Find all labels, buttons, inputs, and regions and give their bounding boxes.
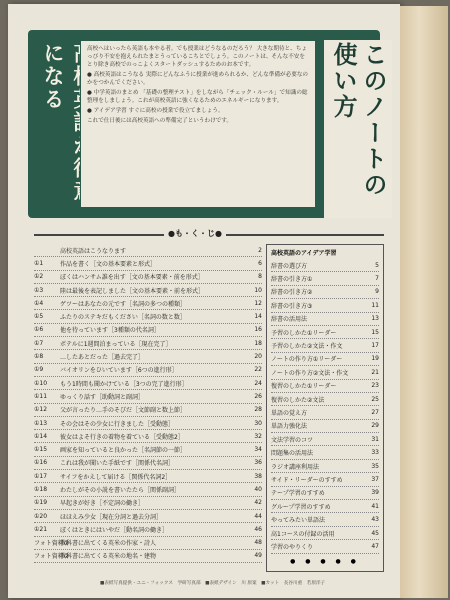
contents-row-title: わたしがその小説を書いたたら［関係副詞］: [60, 486, 181, 494]
contents-row: [34, 310, 262, 323]
contents-row-pg: 20: [254, 353, 262, 361]
contents-row: [34, 483, 262, 496]
idea-row-title: 復習のしかた②文法: [271, 396, 325, 404]
intro-paragraph: 高校へはいったら英語も本やる者。でも授業はどうなるのだろう？ 大きな期待と、ちょっぴり不安を抱えられたまとうっているこちとでしょう。このノートは、そんな不安をとり除き高校でのっこよくスタートダッシュするためのお本です。: [87, 46, 307, 68]
contents-row: [34, 404, 262, 417]
contents-row-title: 画家を知っていると良かった［名詞節の一節］: [60, 447, 187, 455]
contents-row-no: ①4: [34, 299, 44, 307]
header-banner: [28, 30, 387, 218]
idea-row: [271, 313, 379, 326]
idea-row-pg: 45: [371, 529, 379, 537]
intro-paragraph: これで仕日後には高校英語への準備完了というわけです。: [87, 118, 232, 124]
contents-row-pg: 49: [254, 552, 262, 560]
contents-row-no: ①6: [34, 326, 44, 334]
contents-row-pg: 34: [254, 446, 262, 454]
contents-row-title: 早起きが好き［不定詞の働き］: [60, 500, 145, 508]
idea-row: [271, 259, 379, 272]
contents-row: [34, 443, 262, 456]
idea-row-pg: 37: [371, 475, 379, 483]
contents-row-title: ゲツーはあなたの元です［名詞の多つの種類］: [60, 300, 186, 308]
banner-left-title: になる: [41, 42, 65, 111]
idea-row: [271, 433, 379, 446]
idea-row-title: 辞書の引き方②: [271, 289, 313, 297]
contents-row: [34, 390, 262, 403]
contents-row-no: フォト資料②: [34, 553, 70, 561]
contents-row-no: ①11: [34, 392, 48, 400]
contents-row-pg: 22: [254, 366, 262, 374]
idea-row: [271, 339, 379, 352]
idea-row: [271, 406, 379, 419]
contents-row-pg: 26: [254, 392, 262, 400]
contents-row-no: ①12: [34, 406, 48, 414]
contents-row-title: 父が言ったり…手のそびだ［文節副と数上節］: [60, 407, 187, 415]
idea-row: [271, 286, 379, 299]
intro-paragraph: ● 高校英語はこうなる 実際にどんなふうに授業が進められるか、どんな準備が必要なのかをつかんでください。: [87, 71, 309, 87]
contents-row-pg: 2: [258, 246, 262, 254]
contents-row-no: ①14: [34, 432, 48, 440]
contents-row-no: ①5: [34, 313, 44, 321]
contents-row-no: ①8: [34, 353, 44, 361]
contents-row: [34, 284, 262, 297]
idea-row-pg: 23: [371, 382, 379, 390]
idea-row-pg: 43: [371, 516, 379, 524]
idea-row-title: 辞書の引き方①: [271, 276, 313, 284]
idea-row: [271, 326, 379, 339]
idea-row-title: 辞書の選び方: [271, 262, 308, 270]
idea-row-title: 復習のしかた①リーダー: [271, 383, 337, 391]
idea-row-pg: 17: [371, 342, 379, 350]
idea-row-pg: 21: [371, 368, 379, 376]
contents-row-no: ①16: [34, 459, 48, 467]
contents-row-title: サイフをかえして届ける［関係代名詞2］: [60, 473, 172, 481]
idea-row-pg: 39: [371, 489, 379, 497]
contents-row-pg: 14: [254, 313, 262, 321]
contents-row: [34, 470, 262, 483]
contents-row: [34, 417, 262, 430]
contents-row: [34, 497, 262, 510]
contents-row-no: ①13: [34, 419, 48, 427]
idea-row: [271, 527, 379, 540]
contents-row-no: ①3: [34, 286, 44, 294]
contents-row-title: ぼくはハンサム誰を出す［文の基本要素・前を形式］: [60, 274, 204, 282]
contents-row-no: ①19: [34, 499, 48, 507]
idea-row-title: ラジオ講座利用法: [271, 463, 320, 471]
contents-row-title: バイオリンをひいています［6つの進行形］: [60, 367, 178, 375]
idea-row-title: 問題集の活用法: [271, 450, 314, 458]
contents-row: [34, 257, 262, 270]
contents-row-title: ボテルに1週間泊まっている［現在完了］: [60, 340, 172, 348]
contents-row-title: 他を待っています［3種類の代名詞］: [60, 327, 160, 335]
idea-row: [271, 473, 379, 486]
contents-row-pg: 42: [254, 499, 262, 507]
idea-row-title: 単語力強化法: [271, 423, 308, 431]
contents-row-pg: 10: [254, 286, 262, 294]
contents-row: [34, 550, 262, 563]
idea-row-title: 文法学習のコツ: [271, 436, 314, 444]
idea-row-title: グループ学習のすすめ: [271, 503, 331, 511]
idea-row-title: ノートの作り方②文法・作文: [271, 369, 349, 377]
contents-row-title: これは我が聞いた手紙です［関係代名詞］: [60, 460, 175, 468]
contents-row-pg: 30: [254, 419, 262, 427]
contents-row-title: 彼女はよそ行きの着物を着ている［受動態2］: [60, 433, 184, 441]
contents-row-pg: 28: [254, 406, 262, 414]
contents-row: [34, 537, 262, 550]
contents-row-no: ①18: [34, 485, 48, 493]
contents-row-no: ①17: [34, 472, 48, 480]
intro-paragraph: ● 中学英語のまとめ 「基礎の整理テスト」をしながら「チェック・ルール」で知識の総整理をしましょう。これが高校英語に強くなるためのエネルギーになります。: [87, 89, 309, 105]
contents-row-no: ①20: [34, 512, 48, 520]
idea-row: [271, 500, 379, 513]
contents-row-pg: 8: [258, 273, 262, 281]
contents-row: [34, 510, 262, 523]
idea-row-title: 単語の覚え方: [271, 409, 308, 417]
contents-row: [34, 457, 262, 470]
contents-row: [34, 523, 262, 536]
contents-row-title: ほほえみ少女［現在分詞と過去分詞］: [60, 513, 163, 521]
idea-row-title: 学習のやりくり: [271, 543, 314, 551]
idea-row-pg: 25: [371, 395, 379, 403]
banner-right-title: このノートの使い方: [324, 40, 392, 218]
contents-row-title: その会はその少女に行きました［受動態］: [60, 420, 175, 428]
contents-row-title: …したあとだった［過去完了］: [60, 354, 145, 362]
contents-row-pg: 12: [254, 299, 262, 307]
contents-title: ●も・く・じ●: [164, 228, 226, 239]
intro-text-box: [80, 40, 316, 208]
idea-row: [271, 513, 379, 526]
idea-row: [271, 380, 379, 393]
contents-row-title: ゆっくり話す［助動詞と副詞］: [60, 393, 144, 401]
idea-row-title: やってみたい単語法: [271, 517, 326, 525]
idea-row-pg: 19: [371, 355, 379, 363]
idea-row-title: サイド・リーダーのすすめ: [271, 476, 343, 484]
idea-row-title: 辞書の引き方③: [271, 302, 313, 310]
idea-row-pg: 7: [375, 275, 379, 283]
contents-row-no: ①10: [34, 379, 48, 387]
contents-row-title: 教科書に出てくる英米の地名・建物: [60, 553, 157, 561]
idea-row-pg: 35: [371, 462, 379, 470]
idea-row-pg: 47: [371, 542, 379, 550]
idea-row-title: 予習のしかた①リーダー: [271, 329, 337, 337]
idea-row-title: テープ学習のすすめ: [271, 490, 325, 498]
idea-row-pg: 5: [375, 261, 379, 269]
idea-row-title: 高1コースの付録の活用: [271, 530, 335, 538]
contents-row-pg: 38: [254, 472, 262, 480]
right-column-title: 高校英語のアイデア学習: [271, 250, 337, 257]
idea-row: [271, 540, 379, 553]
idea-row: [271, 460, 379, 473]
idea-row: [271, 487, 379, 500]
idea-row-pg: 31: [371, 435, 379, 443]
table-of-contents: [34, 229, 384, 574]
page-edge: [400, 6, 448, 598]
contents-row-title: 作品を書く［文の基本要素と形式］: [60, 260, 157, 268]
contents-row: [34, 297, 262, 310]
contents-row-pg: 16: [254, 326, 262, 334]
contents-row-title: ふたりのステキだもください［名詞の数と数］: [60, 314, 186, 322]
contents-row-pg: 40: [254, 485, 262, 493]
idea-row: [271, 299, 379, 312]
contents-row-no: ①1: [34, 259, 44, 267]
contents-row-no: フォト資料①: [34, 540, 70, 548]
idea-row-pg: 11: [371, 301, 379, 309]
idea-row-pg: 27: [371, 408, 379, 416]
idea-row: [271, 446, 379, 459]
contents-left-column: [34, 244, 262, 563]
contents-row-no: ①9: [34, 366, 44, 374]
contents-row-pg: 6: [258, 259, 262, 267]
intro-paragraph: ● アイデア学習 すぐに高校の授業で役立てましょう。: [87, 107, 309, 115]
idea-row: [271, 366, 379, 379]
idea-row-title: 辞書の活用法: [271, 316, 308, 324]
idea-row-pg: 15: [371, 328, 379, 336]
contents-row-pg: 36: [254, 459, 262, 467]
idea-row: [271, 420, 379, 433]
idea-row-title: 予習のしかた②文法・作文: [271, 343, 343, 351]
contents-row-no: ①2: [34, 273, 44, 281]
idea-row-pg: 13: [371, 315, 379, 323]
contents-row-pg: 24: [254, 379, 262, 387]
contents-row-pg: 32: [254, 432, 262, 440]
idea-row-pg: 33: [371, 449, 379, 457]
contents-row: [34, 271, 262, 284]
idea-row-pg: 9: [375, 288, 379, 296]
idea-row-title: ノートの作り方①リーダー: [271, 356, 343, 364]
contents-row-title: もう1時間も聞かけている［3つの完了進行形］: [60, 380, 188, 388]
contents-row: [34, 377, 262, 390]
contents-row-pg: 48: [254, 539, 262, 547]
contents-row-title: 陸は最後を表記しました［文の基本要素・前を形式］: [60, 287, 205, 295]
contents-row: [34, 244, 262, 257]
credits-line: ■表紙写真提供・ユニ・フォックス 学研写真部 ■表紙デザイン 川 原案 ■カット 長谷川重 若原洋子: [100, 581, 326, 586]
idea-row: [271, 272, 379, 285]
contents-row-no: ①21: [34, 525, 48, 533]
idea-row-pg: 41: [371, 502, 379, 510]
contents-row: [34, 364, 262, 377]
idea-row: [271, 353, 379, 366]
contents-row-title: ぼくはときにはいやだ［動名詞の働き］: [60, 526, 169, 534]
decorative-dots: ● ● ● ● ●: [290, 557, 360, 565]
contents-row-pg: 46: [254, 525, 262, 533]
contents-row-pg: 18: [254, 339, 262, 347]
contents-row-no: ①15: [34, 446, 48, 454]
idea-row: [271, 393, 379, 406]
contents-row: [34, 350, 262, 363]
contents-row: [34, 430, 262, 443]
contents-row-title: 高校英語はこうなります: [60, 247, 127, 255]
contents-row: [34, 337, 262, 350]
contents-row-no: ①7: [34, 339, 44, 347]
contents-row: [34, 324, 262, 337]
contents-right-column: [266, 244, 384, 572]
idea-row-pg: 29: [371, 422, 379, 430]
contents-row-title: 教科書に出てくる英米の作家・詩人: [60, 540, 157, 548]
contents-row-pg: 44: [254, 512, 262, 520]
